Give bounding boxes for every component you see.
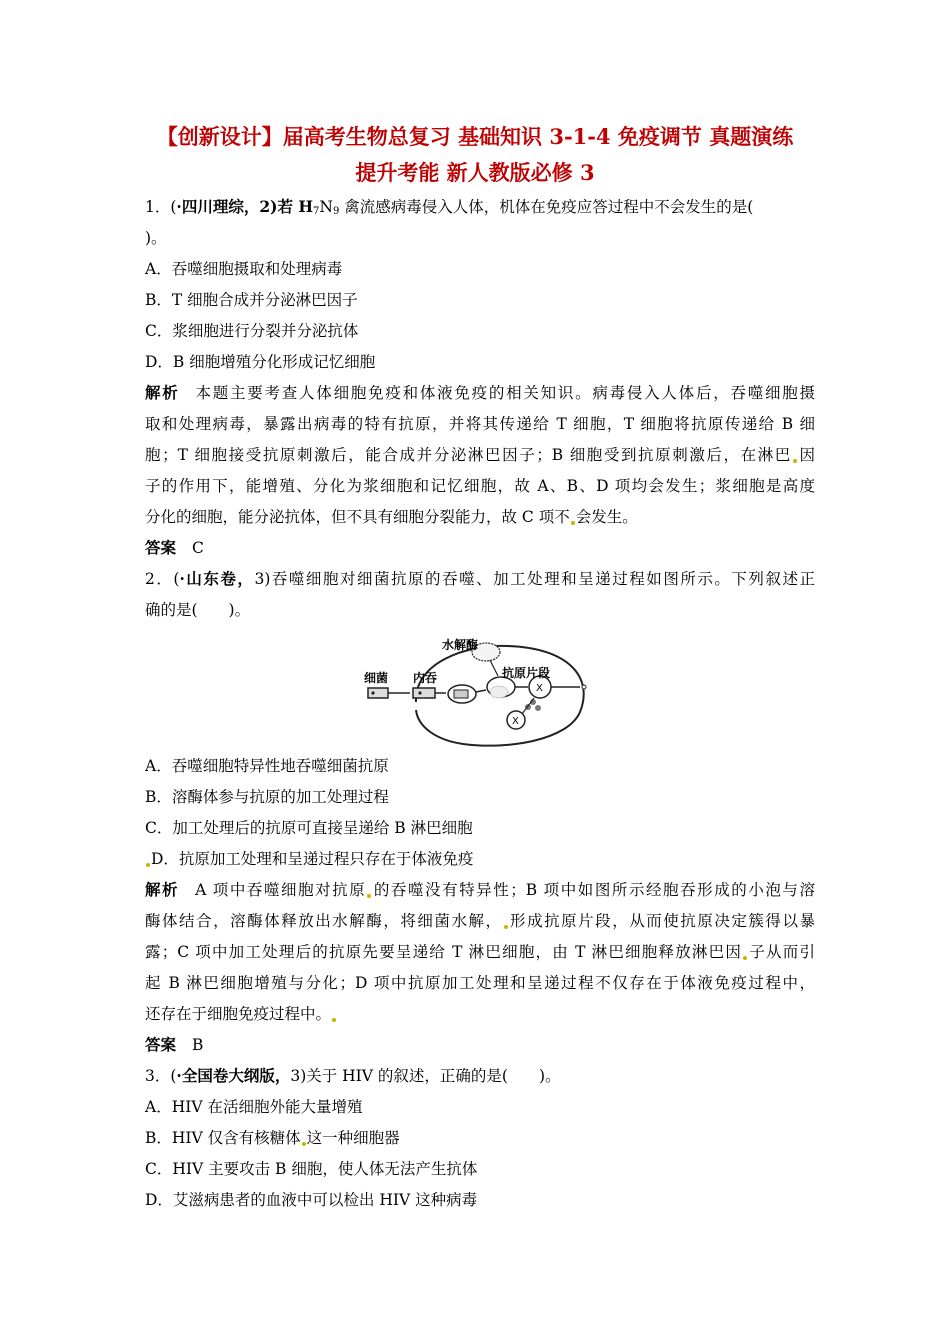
- label-enzyme: 水解酶: [442, 638, 479, 652]
- phagocytosis-figure: [358, 632, 594, 752]
- q3-option-c: C．HIV 主要攻击 B 细胞，使人体无法产生抗体: [145, 1160, 478, 1178]
- q1-stem-end: )。: [145, 229, 167, 247]
- q3-option-a: A．HIV 在活细胞外能大量增殖: [145, 1098, 363, 1116]
- q1-analysis-line-2: 取和处理病毒，暴露出病毒的特有抗原，并将其传递给 T 细胞，T 细胞将抗原传递给 B 细: [145, 415, 815, 433]
- q2-option-c: C．加工处理后的抗原可直接呈递给 B 淋巴细胞: [145, 819, 473, 837]
- q2-stem: 2．(·山东卷，3)吞噬细胞对细菌抗原的吞噬、加工处理和呈递过程如图所示。下列叙述正: [145, 569, 815, 588]
- q1-analysis-line-1: 解析 本题主要考查人体细胞免疫和体液免疫的相关知识。病毒侵入人体后，吞噬细胞摄: [145, 383, 815, 402]
- svg-text:X: X: [512, 716, 519, 727]
- q1-analysis-line-5: 分化的细胞，能分泌抗体，但不具有细胞分裂能力，故 C 项不 会发生。: [145, 508, 638, 526]
- svg-text:X: X: [536, 683, 543, 694]
- q3-option-d: D．艾滋病患者的血液中可以检出 HIV 这种病毒: [145, 1191, 478, 1209]
- q2-analysis-line-3: 露；C 项中加工处理后的抗原先要呈递给 T 淋巴细胞，由 T 淋巴细胞释放淋巴因 子从而引: [145, 943, 815, 961]
- q2-analysis-line-1: 解析 A 项中吞噬细胞对抗原 的吞噬没有特异性；B 项中如图所示经胞吞形成的小泡与溶: [145, 880, 815, 899]
- q2-analysis-line-5: 还存在于细胞免疫过程中。: [145, 1003, 815, 1025]
- q2-answer: 答案 B: [145, 1035, 204, 1054]
- q1-analysis-line-4: 子的作用下，能增殖、分化为浆细胞和记忆细胞，故 A、B、D 项均会发生；浆细胞是高度: [145, 477, 815, 495]
- q1-option-b: B．T 细胞合成并分泌淋巴因子: [145, 291, 358, 309]
- q1-option-d: D．B 细胞增殖分化形成记忆细胞: [145, 353, 376, 371]
- q1-option-c: C．浆细胞进行分裂并分泌抗体: [145, 322, 359, 340]
- q1-analysis-line-3: 胞；T 细胞接受抗原刺激后，能合成并分泌淋巴因子；B 细胞受到抗原刺激后，在淋巴 因: [145, 446, 815, 464]
- q2-option-d: D．抗原加工处理和呈递过程只存在于体液免疫: [145, 848, 815, 870]
- q2-stem-end: 确的是( )。: [145, 601, 251, 619]
- q2-analysis-line-2: 酶体结合，溶酶体释放出水解酶，将细菌水解， 形成抗原片段，从而使抗原决定簇得以暴: [145, 912, 815, 930]
- label-antigen-fragment: 抗原片段: [502, 666, 551, 680]
- q1-option-a: A．吞噬细胞摄取和处理病毒: [145, 260, 343, 278]
- q2-option-b: B．溶酶体参与抗原的加工处理过程: [145, 788, 389, 806]
- q1-stem: 1．(·四川理综，2)若 $H_7N_9$ 禽流感病毒侵入人体，机体在免疫应答过程中不会发生的是(: [145, 197, 754, 217]
- document-title-line-2: 提升考能 新人教版必修 3: [355, 160, 595, 185]
- q2-analysis-line-4: 起 B 淋巴细胞增殖与分化；D 项中抗原加工处理和呈递过程不仅存在于体液免疫过程中，: [145, 974, 815, 992]
- label-bacteria: 细菌: [364, 671, 389, 685]
- q2-option-a: A．吞噬细胞特异性地吞噬细菌抗原: [145, 757, 389, 775]
- q1-answer: 答案 C: [145, 538, 204, 557]
- document-title-line-1: 【创新设计】届高考生物总复习 基础知识 3-1-4 免疫调节 真题演练: [156, 124, 794, 149]
- label-engulf: 内吞: [413, 671, 438, 685]
- q3-option-b: B．HIV 仅含有核糖体 这一种细胞器: [145, 1129, 400, 1147]
- q3-stem: 3．(·全国卷大纲版，3)关于 HIV 的叙述，正确的是( )。: [145, 1066, 561, 1085]
